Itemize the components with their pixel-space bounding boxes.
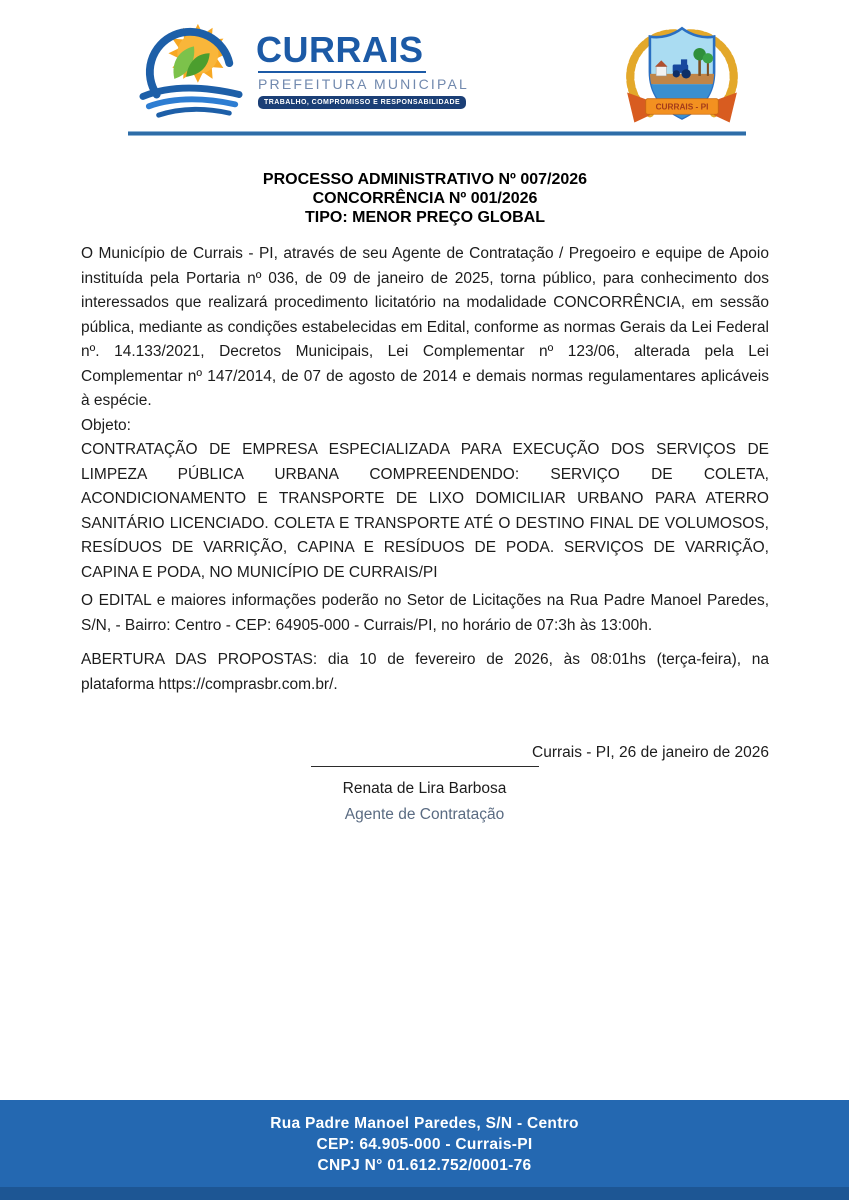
intro-paragraph: O Município de Currais - PI, através de seu Agente de Contratação / Pregoeiro e equipe de Apoio instituída pela Portaria nº 036, de 09 de janeiro de 2025, torna público, para conhecimento dos interessados que realizará procedimento licitatório na modalidade CONCORRÊNCIA, em sessão pública, mediante as condições estabelecidas em Edital, conforme as normas Gerais da Lei Federal nº. 14.133/2021, Decretos Municipais, Lei Complementar nº 123/06, alterada pela Lei Complementar nº 147/2014, de 07 de agosto de 2014 e demais normas regulamentares aplicáveis à espécie. [81, 245, 769, 409]
object-paragraph: CONTRATAÇÃO DE EMPRESA ESPECIALIZADA PARA EXECUÇÃO DOS SERVIÇOS DE LIMPEZA PÚBLICA URBANA COMPREENDENDO: SERVIÇO DE COLETA, ACONDICIONAMENTO E TRANSPORTE DE LIXO DOMICILIAR URBANO PARA ATERRO SANITÁRIO LICENCIADO. COLETA E TRANSPORTE ATÉ O DESTINO FINAL DE VOLUMOSOS, RESÍDUOS DE VARRIÇÃO, CAPINA E RESÍDUOS DE PODA. SERVIÇOS DE VARRIÇÃO, CAPINA E PODA, NO MUNICÍPIO DE CURRAIS/PI [81, 441, 769, 581]
document-body [81, 170, 769, 766]
date-line: Currais - PI, 26 de janeiro de 2026 [532, 744, 769, 761]
signatory-name: Renata de Lira Barbosa [342, 780, 507, 797]
footer-street-line: Rua Padre Manoel Paredes, S/N - Centro [270, 1115, 579, 1132]
title-process-number: PROCESSO ADMINISTRATIVO Nº 007/2026 [262, 171, 588, 188]
header [0, 0, 849, 140]
logo-tagline-banner: TRABALHO, COMPROMISSO E RESPONSABILIDADE [258, 96, 466, 109]
footer-stripe [0, 1187, 849, 1200]
signature-block [0, 766, 849, 824]
document-title [81, 170, 769, 227]
logo-wordmark: CURRAIS [256, 29, 424, 70]
crest-ribbon-label: CURRAIS - PI [655, 102, 709, 112]
footer-cep-line: CEP: 64.905-000 - Currais-PI [316, 1136, 533, 1153]
footer [0, 1100, 849, 1200]
footer-cnpj-line: CNPJ N° 01.612.752/0001-76 [317, 1157, 532, 1174]
proposals-opening-paragraph: ABERTURA DAS PROPOSTAS: dia 10 de fevereiro de 2026, às 08:01hs (terça-feira), na plataforma https://comprasbr.com.br/. [81, 651, 769, 693]
signatory-role: Agente de Contratação [344, 806, 505, 823]
logo-text-block [256, 16, 469, 109]
signature-line [311, 766, 539, 767]
edital-info-paragraph: O EDITAL e maiores informações poderão no Setor de Licitações na Rua Padre Manoel Paredes, S/N, - Bairro: Centro - CEP: 64905-000 - Currais/PI, no horário de 07:3h às 13:00h. [81, 592, 769, 634]
coat-of-arms-icon [613, 20, 751, 136]
logo-subtitle: PREFEITURA MUNICIPAL [258, 76, 469, 92]
sun-leaf-waves-icon [136, 16, 248, 122]
title-bid-number: CONCORRÊNCIA Nº 001/2026 [312, 190, 538, 207]
header-divider [128, 131, 746, 136]
title-bid-type: TIPO: MENOR PREÇO GLOBAL [305, 209, 545, 226]
footer-address-block [0, 1100, 849, 1176]
logo-divider [258, 71, 426, 73]
object-label: Objeto: [81, 416, 131, 434]
municipal-logo [136, 16, 469, 122]
